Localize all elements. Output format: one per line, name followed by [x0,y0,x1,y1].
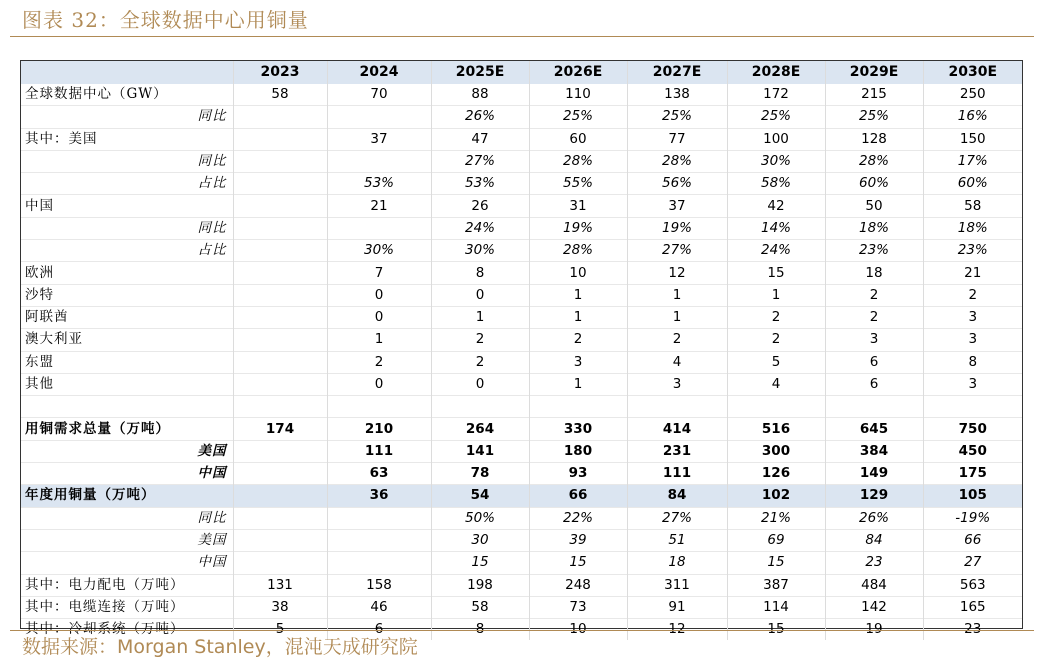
value-cell: 88 [431,84,529,106]
value-cell: 27% [627,240,727,262]
value-cell: 39 [529,529,627,551]
value-cell: 102 [727,485,825,507]
table-row [21,329,1022,351]
value-cell: 30 [431,529,529,551]
value-cell: 18% [923,217,1022,239]
table-row [21,262,1022,284]
value-cell: 37 [327,128,431,150]
value-cell: 2 [529,329,627,351]
value-cell [233,106,327,128]
value-cell: 31 [529,195,627,217]
value-cell: 15 [727,552,825,574]
value-cell: 248 [529,574,627,596]
value-cell: 0 [327,306,431,328]
value-cell: 23% [923,240,1022,262]
value-cell: 18 [825,262,923,284]
value-cell: 84 [825,529,923,551]
row-label: 欧洲 [21,262,233,284]
row-label: 澳大利亚 [21,329,233,351]
value-cell: 141 [431,440,529,462]
value-cell: 53% [431,173,529,195]
value-cell: 264 [431,418,529,440]
value-cell: 516 [727,418,825,440]
value-cell: 0 [431,373,529,395]
value-cell [923,396,1022,418]
value-cell: 3 [923,306,1022,328]
value-cell: 0 [431,284,529,306]
value-cell: 28% [529,240,627,262]
value-cell: 21 [327,195,431,217]
row-label: 其中：美国 [21,128,233,150]
value-cell: 215 [825,84,923,106]
value-cell: 484 [825,574,923,596]
value-cell: 180 [529,440,627,462]
value-cell [327,529,431,551]
data-center-copper-table [21,61,1022,640]
value-cell: 5 [233,619,327,641]
row-label: 占比 [21,173,233,195]
value-cell [529,396,627,418]
table-row [21,150,1022,172]
row-label [21,396,233,418]
row-label: 同比 [21,106,233,128]
value-cell: 2 [327,351,431,373]
value-cell: 175 [923,463,1022,485]
value-cell: 26% [431,106,529,128]
header-year-cell: 2023 [233,61,327,84]
value-cell: 1 [529,306,627,328]
value-cell: 15 [727,619,825,641]
value-cell: 28% [825,150,923,172]
value-cell: 311 [627,574,727,596]
value-cell [327,217,431,239]
value-cell: 3 [529,351,627,373]
row-label: 其中：冷却系统（万吨） [21,619,233,641]
value-cell: 2 [627,329,727,351]
row-label: 中国 [21,195,233,217]
value-cell: 10 [529,262,627,284]
value-cell: 25% [529,106,627,128]
table-row [21,195,1022,217]
value-cell: 111 [327,440,431,462]
row-label: 东盟 [21,351,233,373]
value-cell: 66 [923,529,1022,551]
value-cell: 58 [431,596,529,618]
value-cell: 1 [529,284,627,306]
value-cell [233,463,327,485]
value-cell: 1 [627,284,727,306]
value-cell: 18 [627,552,727,574]
value-cell: 2 [923,284,1022,306]
value-cell: 28% [529,150,627,172]
value-cell [233,217,327,239]
value-cell: 3 [923,329,1022,351]
value-cell: 23 [825,552,923,574]
source-divider [10,630,1034,631]
row-label: 美国 [21,440,233,462]
table-row [21,529,1022,551]
value-cell: 210 [327,418,431,440]
value-cell: 25% [727,106,825,128]
value-cell: 66 [529,485,627,507]
table-row [21,240,1022,262]
value-cell [233,329,327,351]
table-row [21,552,1022,574]
value-cell: 70 [327,84,431,106]
value-cell: 165 [923,596,1022,618]
value-cell: 15 [431,552,529,574]
header-year-cell: 2024 [327,61,431,84]
value-cell: 58 [233,84,327,106]
value-cell: 15 [727,262,825,284]
value-cell: 25% [825,106,923,128]
value-cell: 15 [529,552,627,574]
row-label: 年度用铜量（万吨） [21,485,233,507]
value-cell: 414 [627,418,727,440]
value-cell: 1 [627,306,727,328]
value-cell: 51 [627,529,727,551]
value-cell: 23% [825,240,923,262]
row-label: 中国 [21,552,233,574]
value-cell: 30% [327,240,431,262]
table-row [21,463,1022,485]
value-cell: 24% [727,240,825,262]
value-cell: 3 [627,373,727,395]
value-cell: 78 [431,463,529,485]
value-cell: 26 [431,195,529,217]
value-cell: 28% [627,150,727,172]
value-cell: 1 [529,373,627,395]
value-cell: 0 [327,373,431,395]
value-cell [233,373,327,395]
row-label: 同比 [21,507,233,529]
value-cell: 300 [727,440,825,462]
value-cell: 91 [627,596,727,618]
row-label: 同比 [21,217,233,239]
value-cell: 4 [627,351,727,373]
value-cell: 73 [529,596,627,618]
row-label: 美国 [21,529,233,551]
value-cell: 111 [627,463,727,485]
table-row [21,351,1022,373]
value-cell: 126 [727,463,825,485]
value-cell [233,507,327,529]
value-cell: 7 [327,262,431,284]
value-cell: 3 [825,329,923,351]
value-cell: 50 [825,195,923,217]
table-header-row [21,61,1022,84]
value-cell [233,529,327,551]
value-cell: 58% [727,173,825,195]
spacer-row [21,396,1022,418]
value-cell: 2 [825,306,923,328]
value-cell [825,396,923,418]
value-cell: 6 [327,619,431,641]
row-label: 阿联酋 [21,306,233,328]
value-cell [327,552,431,574]
table-row [21,574,1022,596]
value-cell: 100 [727,128,825,150]
value-cell: 645 [825,418,923,440]
value-cell: 53% [327,173,431,195]
value-cell: 450 [923,440,1022,462]
data-table-frame [20,60,1023,638]
value-cell: 30% [431,240,529,262]
value-cell: 24% [431,217,529,239]
source-note [22,634,418,660]
table-row [21,440,1022,462]
value-cell: 1 [327,329,431,351]
value-cell: 6 [825,351,923,373]
value-cell [233,351,327,373]
value-cell: 19 [825,619,923,641]
header-year-cell: 2027E [627,61,727,84]
value-cell: 105 [923,485,1022,507]
value-cell: 26% [825,507,923,529]
value-cell: 18% [825,217,923,239]
table-row [21,373,1022,395]
source-text: Morgan Stanley，混沌天成研究院 [117,636,418,658]
value-cell: -19% [923,507,1022,529]
value-cell [233,306,327,328]
value-cell [233,240,327,262]
row-label: 中国 [21,463,233,485]
value-cell [327,150,431,172]
value-cell: 21% [727,507,825,529]
table-row [21,284,1022,306]
value-cell: 2 [431,351,529,373]
value-cell: 58 [923,195,1022,217]
value-cell [327,507,431,529]
header-year-cell: 2028E [727,61,825,84]
value-cell: 8 [431,619,529,641]
value-cell: 128 [825,128,923,150]
value-cell: 250 [923,84,1022,106]
header-year-cell: 2029E [825,61,923,84]
value-cell: 8 [431,262,529,284]
value-cell: 27 [923,552,1022,574]
value-cell: 19% [627,217,727,239]
value-cell: 1 [727,284,825,306]
value-cell [233,485,327,507]
value-cell: 36 [327,485,431,507]
value-cell: 46 [327,596,431,618]
value-cell: 198 [431,574,529,596]
value-cell: 93 [529,463,627,485]
value-cell: 54 [431,485,529,507]
row-label: 其中：电力配电（万吨） [21,574,233,596]
table-row [21,217,1022,239]
value-cell: 150 [923,128,1022,150]
value-cell: 110 [529,84,627,106]
value-cell: 2 [727,306,825,328]
value-cell: 750 [923,418,1022,440]
value-cell: 2 [825,284,923,306]
row-label: 用铜需求总量（万吨） [21,418,233,440]
value-cell: 12 [627,619,727,641]
value-cell [233,195,327,217]
value-cell: 2 [727,329,825,351]
value-cell: 23 [923,619,1022,641]
row-label: 同比 [21,150,233,172]
header-label-cell [21,61,233,84]
value-cell: 129 [825,485,923,507]
value-cell: 27% [627,507,727,529]
value-cell: 27% [431,150,529,172]
value-cell: 8 [923,351,1022,373]
table-row [21,418,1022,440]
value-cell: 56% [627,173,727,195]
value-cell [233,552,327,574]
value-cell: 1 [431,306,529,328]
value-cell: 55% [529,173,627,195]
row-label: 其中：电缆连接（万吨） [21,596,233,618]
value-cell: 60% [825,173,923,195]
value-cell: 12 [627,262,727,284]
header-year-cell: 2030E [923,61,1022,84]
value-cell: 149 [825,463,923,485]
value-cell: 47 [431,128,529,150]
value-cell: 25% [627,106,727,128]
row-label: 沙特 [21,284,233,306]
value-cell: 63 [327,463,431,485]
value-cell: 3 [923,373,1022,395]
value-cell [233,396,327,418]
row-label: 其他 [21,373,233,395]
value-cell: 142 [825,596,923,618]
source-prefix: 数据来源： [22,636,118,658]
value-cell: 330 [529,418,627,440]
value-cell [233,150,327,172]
table-row [21,507,1022,529]
value-cell: 21 [923,262,1022,284]
value-cell: 69 [727,529,825,551]
header-year-cell: 2025E [431,61,529,84]
value-cell: 37 [627,195,727,217]
value-cell: 42 [727,195,825,217]
value-cell: 131 [233,574,327,596]
value-cell: 84 [627,485,727,507]
table-row [21,106,1022,128]
value-cell [431,396,529,418]
value-cell: 10 [529,619,627,641]
value-cell: 384 [825,440,923,462]
title-divider [10,36,1034,37]
row-label: 占比 [21,240,233,262]
table-row [21,596,1022,618]
value-cell: 5 [727,351,825,373]
value-cell: 114 [727,596,825,618]
value-cell [233,128,327,150]
value-cell [627,396,727,418]
table-row [21,485,1022,507]
value-cell: 231 [627,440,727,462]
value-cell: 2 [431,329,529,351]
row-label: 全球数据中心（GW） [25,86,168,103]
value-cell: 77 [627,128,727,150]
table-row [21,128,1022,150]
value-cell: 30% [727,150,825,172]
value-cell [233,173,327,195]
value-cell [727,396,825,418]
value-cell: 563 [923,574,1022,596]
value-cell: 60% [923,173,1022,195]
value-cell: 158 [327,574,431,596]
value-cell: 60 [529,128,627,150]
value-cell: 16% [923,106,1022,128]
value-cell [327,396,431,418]
table-row [21,306,1022,328]
value-cell: 17% [923,150,1022,172]
value-cell [327,106,431,128]
value-cell [233,284,327,306]
table-row [21,173,1022,195]
figure-title: 图表 32：全球数据中心用铜量 [22,8,309,32]
value-cell: 0 [327,284,431,306]
value-cell: 4 [727,373,825,395]
value-cell: 50% [431,507,529,529]
value-cell: 14% [727,217,825,239]
value-cell: 19% [529,217,627,239]
value-cell: 38 [233,596,327,618]
header-year-cell: 2026E [529,61,627,84]
value-cell: 172 [727,84,825,106]
value-cell: 6 [825,373,923,395]
value-cell: 22% [529,507,627,529]
value-cell: 174 [233,418,327,440]
value-cell [233,440,327,462]
value-cell: 138 [627,84,727,106]
value-cell [233,262,327,284]
table-row [21,84,1022,106]
value-cell: 387 [727,574,825,596]
